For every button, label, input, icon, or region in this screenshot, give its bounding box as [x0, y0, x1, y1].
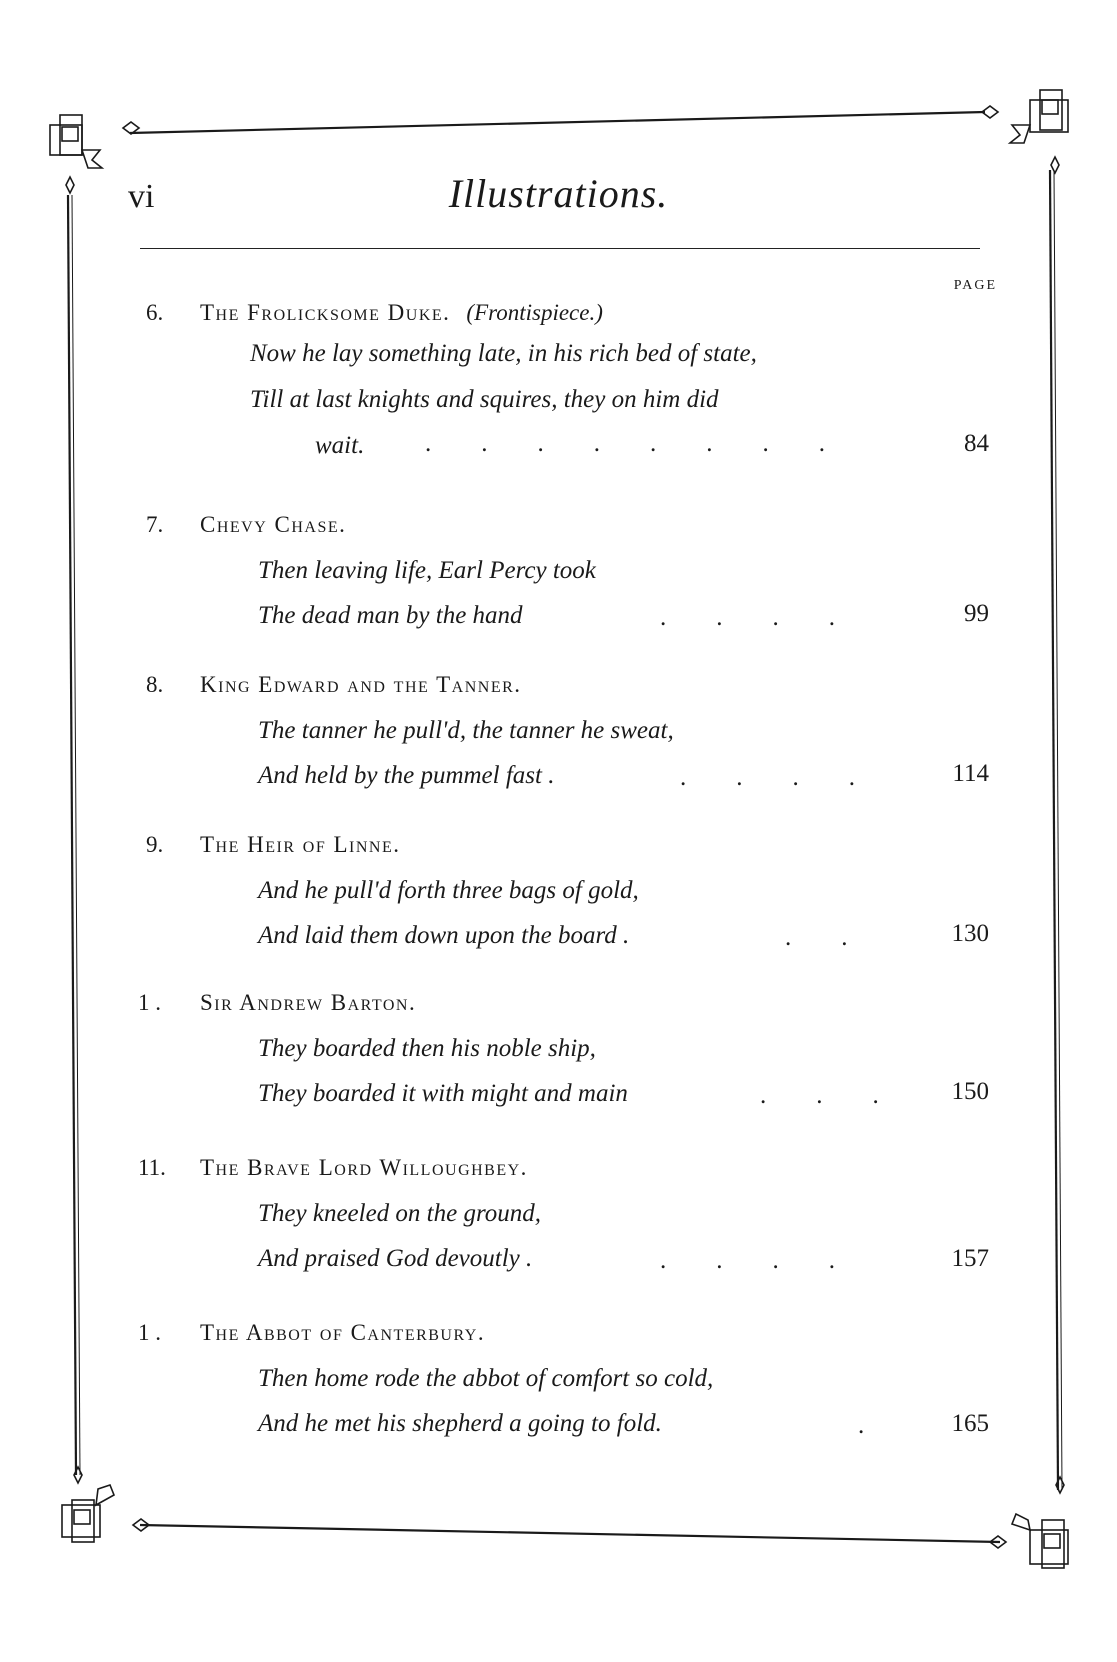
entry-number: 11.	[138, 1155, 166, 1180]
entry-number: 1 .	[138, 990, 161, 1015]
leader-dots: . . .	[760, 1082, 879, 1109]
running-head: Illustrations.	[448, 171, 669, 216]
entry-number: 9.	[146, 832, 164, 857]
entry-number: 8.	[146, 672, 164, 697]
leader-dots: . . . .	[660, 1247, 835, 1274]
entry-number: 7.	[146, 512, 164, 537]
entry-number: 6.	[146, 300, 164, 325]
entry-verse-line: And laid them down upon the board .	[258, 922, 630, 949]
entry-verse-line: And praised God devoutly .	[258, 1245, 533, 1272]
entry-page-number: 84	[964, 430, 989, 457]
entry-verse-line: Then home rode the abbot of comfort so cold,	[258, 1365, 714, 1392]
entry-title-text: The Frolicksome Duke.	[200, 300, 451, 325]
entry-number: 1 .	[138, 1320, 161, 1345]
entry-verse-line: And he pull'd forth three bags of gold,	[258, 877, 639, 904]
entry-page-number: 99	[964, 600, 989, 627]
entry-verse-line: The tanner he pull'd, the tanner he sweat,	[258, 717, 674, 744]
leader-dots: . .	[785, 924, 848, 951]
page-number: vi	[128, 178, 155, 215]
entry-verse-line: And he met his shepherd a going to fold.	[258, 1410, 662, 1437]
entry-note: (Frontispiece.)	[466, 300, 603, 325]
entry-page-number: 157	[951, 1245, 989, 1272]
entry-verse-line: The dead man by the hand	[258, 602, 523, 629]
entry-title	[200, 300, 603, 326]
leader-dots: . . . .	[660, 604, 835, 631]
entry-verse-line: They boarded then his noble ship,	[258, 1035, 596, 1062]
entry-title: The Brave Lord Willoughbey.	[200, 1155, 528, 1180]
entry-verse-line: Then leaving life, Earl Percy took	[258, 557, 596, 584]
entry-title: The Abbot of Canterbury.	[200, 1320, 486, 1345]
entry-title: Sir Andrew Barton.	[200, 990, 417, 1015]
entry-verse-line: And held by the pummel fast .	[258, 762, 555, 789]
entry-verse-line: They boarded it with might and main	[258, 1080, 628, 1107]
entry-title: King Edward and the Tanner.	[200, 672, 522, 697]
entry-page-number: 150	[951, 1078, 989, 1105]
page-column-label: PAGE	[953, 278, 997, 293]
entry-page-number: 130	[951, 920, 989, 947]
leader-dots: . . . .	[680, 764, 855, 791]
entry-verse-line: wait.	[315, 432, 365, 459]
entry-verse-line: They kneeled on the ground,	[258, 1200, 542, 1227]
corner-ornament-bottom-left	[62, 1467, 149, 1542]
corner-ornament-top-right	[982, 90, 1068, 173]
leader-dots: .	[858, 1412, 865, 1439]
entry-title: Chevy Chase.	[200, 512, 347, 537]
leader-dots: . . . . . . . .	[425, 430, 825, 457]
corner-ornament-bottom-right	[990, 1477, 1068, 1568]
entry-page-number: 114	[952, 760, 989, 787]
entry-verse-line: Till at last knights and squires, they on him did	[250, 386, 719, 413]
entry-title: The Heir of Linne.	[200, 832, 401, 857]
entry-verse-line: Now he lay something late, in his rich bed of state,	[250, 340, 757, 367]
entry-page-number: 165	[951, 1410, 989, 1437]
header-rule	[140, 248, 980, 249]
